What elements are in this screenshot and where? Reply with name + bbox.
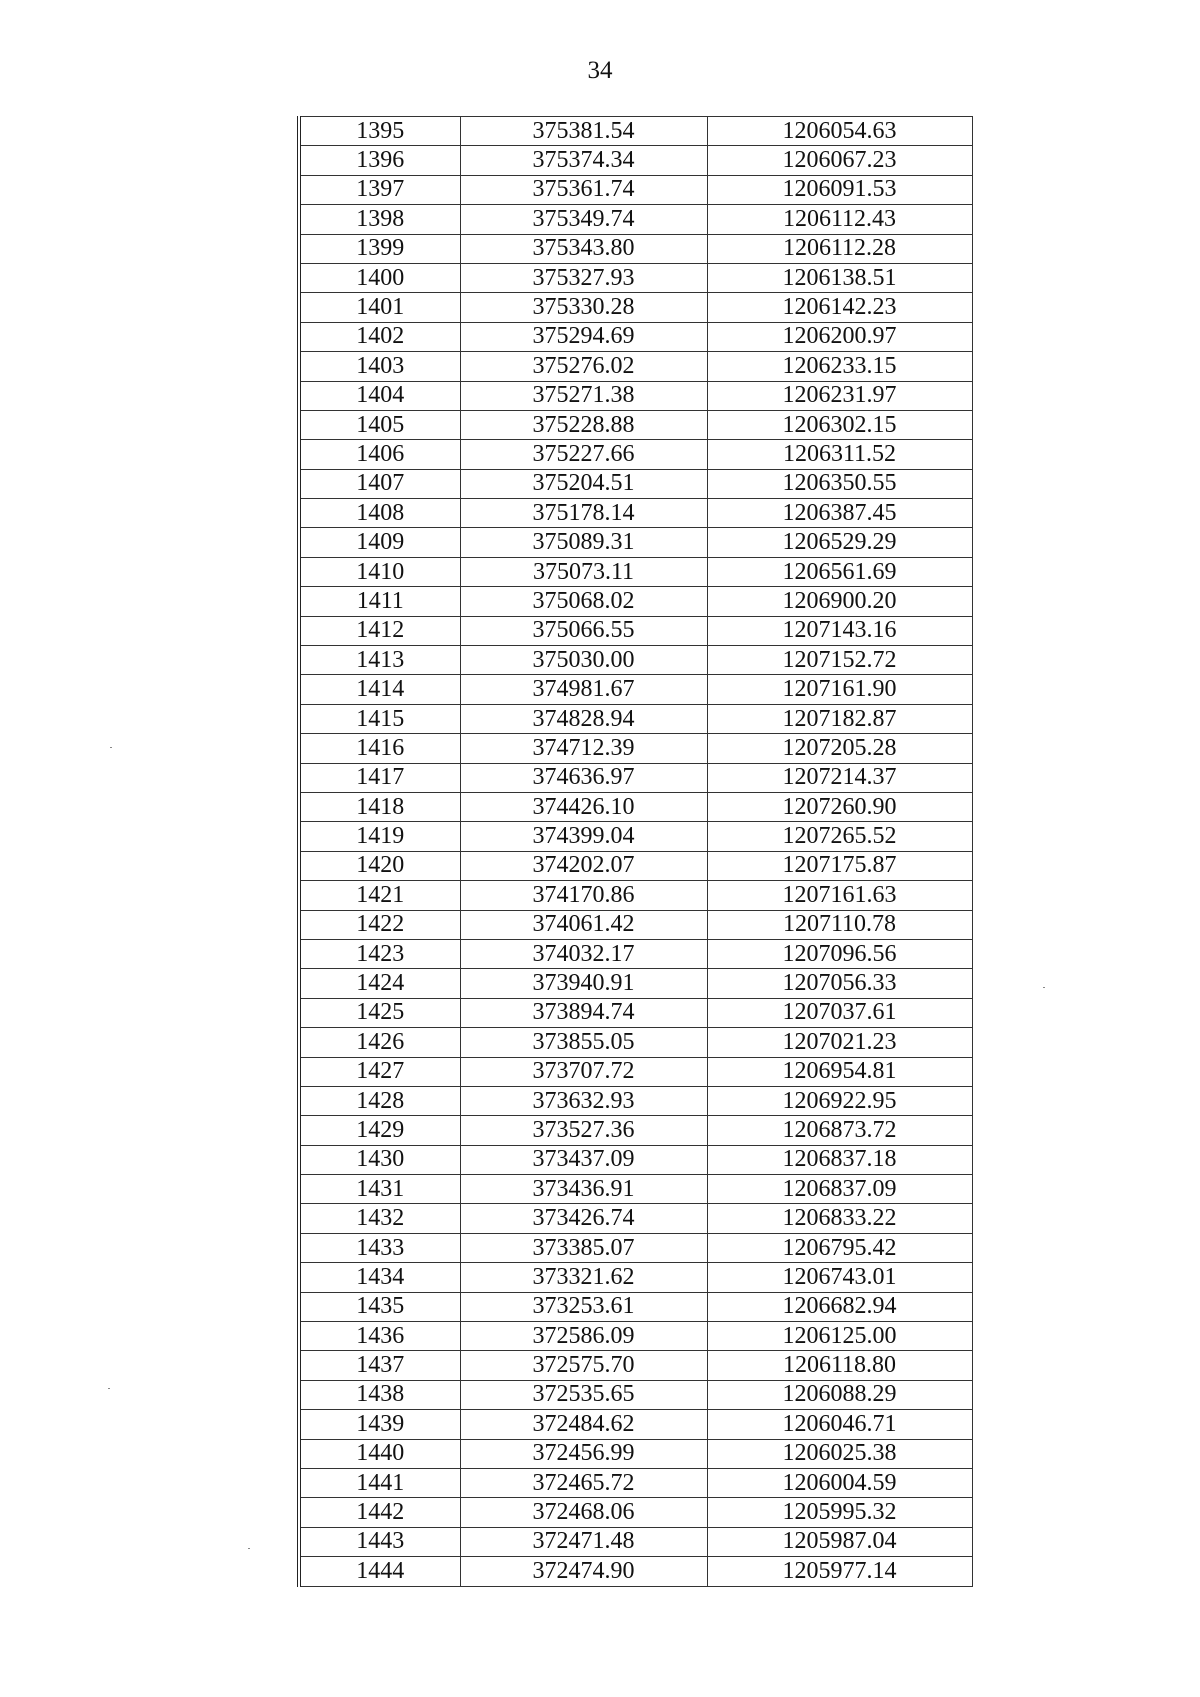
point-number-cell: 1441 <box>299 1468 460 1497</box>
table-row <box>299 881 972 910</box>
y-coordinate-cell: 1205995.32 <box>707 1498 972 1527</box>
y-coordinate-cell: 1207110.78 <box>707 910 972 939</box>
point-number-cell: 1431 <box>299 1175 460 1204</box>
x-coordinate-cell: 373894.74 <box>460 998 707 1027</box>
scan-speck <box>1043 987 1045 988</box>
table-row <box>299 499 972 528</box>
table-row <box>299 1410 972 1439</box>
x-coordinate-cell: 375030.00 <box>460 646 707 675</box>
point-number-cell: 1407 <box>299 469 460 498</box>
point-number-cell: 1396 <box>299 146 460 175</box>
table-row <box>299 910 972 939</box>
point-number-cell: 1444 <box>299 1557 460 1586</box>
x-coordinate-cell: 374981.67 <box>460 675 707 704</box>
table-row <box>299 587 972 616</box>
y-coordinate-cell: 1206231.97 <box>707 381 972 410</box>
point-number-cell: 1417 <box>299 763 460 792</box>
point-number-cell: 1414 <box>299 675 460 704</box>
table-row <box>299 675 972 704</box>
coordinates-table-body <box>299 117 972 1587</box>
y-coordinate-cell: 1206067.23 <box>707 146 972 175</box>
point-number-cell: 1435 <box>299 1292 460 1321</box>
x-coordinate-cell: 374170.86 <box>460 881 707 910</box>
point-number-cell: 1406 <box>299 440 460 469</box>
point-number-cell: 1428 <box>299 1086 460 1115</box>
table-row <box>299 263 972 292</box>
x-coordinate-cell: 374399.04 <box>460 822 707 851</box>
point-number-cell: 1420 <box>299 851 460 880</box>
point-number-cell: 1399 <box>299 234 460 263</box>
table-row <box>299 734 972 763</box>
x-coordinate-cell: 373707.72 <box>460 1057 707 1086</box>
table-row <box>299 1175 972 1204</box>
x-coordinate-cell: 375349.74 <box>460 205 707 234</box>
x-coordinate-cell: 373321.62 <box>460 1263 707 1292</box>
y-coordinate-cell: 1206112.43 <box>707 205 972 234</box>
table-row <box>299 117 972 146</box>
y-coordinate-cell: 1207161.90 <box>707 675 972 704</box>
y-coordinate-cell: 1206795.42 <box>707 1233 972 1262</box>
x-coordinate-cell: 373436.91 <box>460 1175 707 1204</box>
point-number-cell: 1398 <box>299 205 460 234</box>
y-coordinate-cell: 1206350.55 <box>707 469 972 498</box>
y-coordinate-cell: 1206561.69 <box>707 557 972 586</box>
x-coordinate-cell: 375066.55 <box>460 616 707 645</box>
y-coordinate-cell: 1206054.63 <box>707 117 972 146</box>
table-row <box>299 469 972 498</box>
table-row <box>299 763 972 792</box>
y-coordinate-cell: 1206112.28 <box>707 234 972 263</box>
y-coordinate-cell: 1206302.15 <box>707 410 972 439</box>
table-row <box>299 1557 972 1586</box>
y-coordinate-cell: 1206088.29 <box>707 1380 972 1409</box>
page-number: 34 <box>587 57 613 84</box>
table-row <box>299 1439 972 1468</box>
table-row <box>299 352 972 381</box>
table-row <box>299 646 972 675</box>
y-coordinate-cell: 1206091.53 <box>707 175 972 204</box>
y-coordinate-cell: 1206046.71 <box>707 1410 972 1439</box>
y-coordinate-cell: 1206138.51 <box>707 263 972 292</box>
y-coordinate-cell: 1206682.94 <box>707 1292 972 1321</box>
x-coordinate-cell: 375381.54 <box>460 117 707 146</box>
point-number-cell: 1434 <box>299 1263 460 1292</box>
y-coordinate-cell: 1207152.72 <box>707 646 972 675</box>
y-coordinate-cell: 1206922.95 <box>707 1086 972 1115</box>
table-row <box>299 1086 972 1115</box>
point-number-cell: 1421 <box>299 881 460 910</box>
y-coordinate-cell: 1206118.80 <box>707 1351 972 1380</box>
point-number-cell: 1442 <box>299 1498 460 1527</box>
x-coordinate-cell: 372471.48 <box>460 1527 707 1556</box>
table-row <box>299 528 972 557</box>
point-number-cell: 1438 <box>299 1380 460 1409</box>
y-coordinate-cell: 1206142.23 <box>707 293 972 322</box>
x-coordinate-cell: 372535.65 <box>460 1380 707 1409</box>
table-row <box>299 1263 972 1292</box>
x-coordinate-cell: 375228.88 <box>460 410 707 439</box>
point-number-cell: 1429 <box>299 1116 460 1145</box>
point-number-cell: 1404 <box>299 381 460 410</box>
table-row <box>299 1292 972 1321</box>
point-number-cell: 1436 <box>299 1322 460 1351</box>
y-coordinate-cell: 1206233.15 <box>707 352 972 381</box>
coordinates-table <box>297 116 973 1587</box>
x-coordinate-cell: 374032.17 <box>460 939 707 968</box>
x-coordinate-cell: 373385.07 <box>460 1233 707 1262</box>
y-coordinate-cell: 1206833.22 <box>707 1204 972 1233</box>
y-coordinate-cell: 1206900.20 <box>707 587 972 616</box>
x-coordinate-cell: 373253.61 <box>460 1292 707 1321</box>
table-row <box>299 1527 972 1556</box>
y-coordinate-cell: 1207260.90 <box>707 792 972 821</box>
point-number-cell: 1403 <box>299 352 460 381</box>
table-row <box>299 381 972 410</box>
x-coordinate-cell: 375068.02 <box>460 587 707 616</box>
x-coordinate-cell: 375204.51 <box>460 469 707 498</box>
table-row <box>299 1233 972 1262</box>
y-coordinate-cell: 1206837.18 <box>707 1145 972 1174</box>
y-coordinate-cell: 1206954.81 <box>707 1057 972 1086</box>
y-coordinate-cell: 1207205.28 <box>707 734 972 763</box>
point-number-cell: 1424 <box>299 969 460 998</box>
table-row <box>299 175 972 204</box>
x-coordinate-cell: 372484.62 <box>460 1410 707 1439</box>
x-coordinate-cell: 372474.90 <box>460 1557 707 1586</box>
scan-speck <box>248 1548 250 1549</box>
x-coordinate-cell: 375271.38 <box>460 381 707 410</box>
y-coordinate-cell: 1206025.38 <box>707 1439 972 1468</box>
table-row <box>299 704 972 733</box>
point-number-cell: 1412 <box>299 616 460 645</box>
point-number-cell: 1433 <box>299 1233 460 1262</box>
x-coordinate-cell: 375374.34 <box>460 146 707 175</box>
x-coordinate-cell: 375330.28 <box>460 293 707 322</box>
point-number-cell: 1395 <box>299 117 460 146</box>
y-coordinate-cell: 1207265.52 <box>707 822 972 851</box>
x-coordinate-cell: 374828.94 <box>460 704 707 733</box>
x-coordinate-cell: 373437.09 <box>460 1145 707 1174</box>
table-row <box>299 1468 972 1497</box>
y-coordinate-cell: 1207021.23 <box>707 1028 972 1057</box>
x-coordinate-cell: 372468.06 <box>460 1498 707 1527</box>
x-coordinate-cell: 374636.97 <box>460 763 707 792</box>
point-number-cell: 1400 <box>299 263 460 292</box>
x-coordinate-cell: 375073.11 <box>460 557 707 586</box>
table-row <box>299 440 972 469</box>
table-row <box>299 557 972 586</box>
point-number-cell: 1418 <box>299 792 460 821</box>
point-number-cell: 1402 <box>299 322 460 351</box>
table-row <box>299 1028 972 1057</box>
table-row <box>299 792 972 821</box>
table-row <box>299 1057 972 1086</box>
x-coordinate-cell: 373527.36 <box>460 1116 707 1145</box>
x-coordinate-cell: 373632.93 <box>460 1086 707 1115</box>
point-number-cell: 1416 <box>299 734 460 763</box>
scan-speck <box>108 1388 110 1389</box>
x-coordinate-cell: 373940.91 <box>460 969 707 998</box>
y-coordinate-cell: 1207182.87 <box>707 704 972 733</box>
table-row <box>299 1204 972 1233</box>
table-row <box>299 293 972 322</box>
point-number-cell: 1427 <box>299 1057 460 1086</box>
point-number-cell: 1430 <box>299 1145 460 1174</box>
y-coordinate-cell: 1207143.16 <box>707 616 972 645</box>
y-coordinate-cell: 1207037.61 <box>707 998 972 1027</box>
x-coordinate-cell: 375227.66 <box>460 440 707 469</box>
point-number-cell: 1419 <box>299 822 460 851</box>
x-coordinate-cell: 375327.93 <box>460 263 707 292</box>
x-coordinate-cell: 375343.80 <box>460 234 707 263</box>
y-coordinate-cell: 1207056.33 <box>707 969 972 998</box>
point-number-cell: 1409 <box>299 528 460 557</box>
y-coordinate-cell: 1207096.56 <box>707 939 972 968</box>
y-coordinate-cell: 1206873.72 <box>707 1116 972 1145</box>
x-coordinate-cell: 372456.99 <box>460 1439 707 1468</box>
table-row <box>299 1322 972 1351</box>
table-row <box>299 822 972 851</box>
table-row <box>299 234 972 263</box>
x-coordinate-cell: 372575.70 <box>460 1351 707 1380</box>
y-coordinate-cell: 1207175.87 <box>707 851 972 880</box>
x-coordinate-cell: 375178.14 <box>460 499 707 528</box>
x-coordinate-cell: 374202.07 <box>460 851 707 880</box>
table-row <box>299 1145 972 1174</box>
x-coordinate-cell: 375276.02 <box>460 352 707 381</box>
table-row <box>299 1380 972 1409</box>
point-number-cell: 1440 <box>299 1439 460 1468</box>
point-number-cell: 1411 <box>299 587 460 616</box>
x-coordinate-cell: 372586.09 <box>460 1322 707 1351</box>
point-number-cell: 1422 <box>299 910 460 939</box>
point-number-cell: 1397 <box>299 175 460 204</box>
point-number-cell: 1413 <box>299 646 460 675</box>
y-coordinate-cell: 1206004.59 <box>707 1468 972 1497</box>
table-row <box>299 851 972 880</box>
y-coordinate-cell: 1205977.14 <box>707 1557 972 1586</box>
point-number-cell: 1425 <box>299 998 460 1027</box>
point-number-cell: 1401 <box>299 293 460 322</box>
table-row <box>299 1116 972 1145</box>
table-row <box>299 939 972 968</box>
y-coordinate-cell: 1206200.97 <box>707 322 972 351</box>
y-coordinate-cell: 1206311.52 <box>707 440 972 469</box>
scan-speck <box>110 747 112 748</box>
point-number-cell: 1443 <box>299 1527 460 1556</box>
point-number-cell: 1423 <box>299 939 460 968</box>
y-coordinate-cell: 1207161.63 <box>707 881 972 910</box>
y-coordinate-cell: 1206743.01 <box>707 1263 972 1292</box>
point-number-cell: 1415 <box>299 704 460 733</box>
x-coordinate-cell: 372465.72 <box>460 1468 707 1497</box>
x-coordinate-cell: 373426.74 <box>460 1204 707 1233</box>
y-coordinate-cell: 1206125.00 <box>707 1322 972 1351</box>
point-number-cell: 1426 <box>299 1028 460 1057</box>
table-row <box>299 1351 972 1380</box>
y-coordinate-cell: 1207214.37 <box>707 763 972 792</box>
table-row <box>299 998 972 1027</box>
x-coordinate-cell: 374712.39 <box>460 734 707 763</box>
x-coordinate-cell: 375361.74 <box>460 175 707 204</box>
point-number-cell: 1405 <box>299 410 460 439</box>
table-row <box>299 410 972 439</box>
table-row <box>299 969 972 998</box>
point-number-cell: 1439 <box>299 1410 460 1439</box>
x-coordinate-cell: 373855.05 <box>460 1028 707 1057</box>
table-row <box>299 146 972 175</box>
table-row <box>299 1498 972 1527</box>
table-row <box>299 205 972 234</box>
y-coordinate-cell: 1206387.45 <box>707 499 972 528</box>
x-coordinate-cell: 375294.69 <box>460 322 707 351</box>
x-coordinate-cell: 374426.10 <box>460 792 707 821</box>
x-coordinate-cell: 375089.31 <box>460 528 707 557</box>
table-row <box>299 322 972 351</box>
y-coordinate-cell: 1205987.04 <box>707 1527 972 1556</box>
point-number-cell: 1437 <box>299 1351 460 1380</box>
table-row <box>299 616 972 645</box>
point-number-cell: 1410 <box>299 557 460 586</box>
y-coordinate-cell: 1206837.09 <box>707 1175 972 1204</box>
point-number-cell: 1432 <box>299 1204 460 1233</box>
x-coordinate-cell: 374061.42 <box>460 910 707 939</box>
point-number-cell: 1408 <box>299 499 460 528</box>
y-coordinate-cell: 1206529.29 <box>707 528 972 557</box>
